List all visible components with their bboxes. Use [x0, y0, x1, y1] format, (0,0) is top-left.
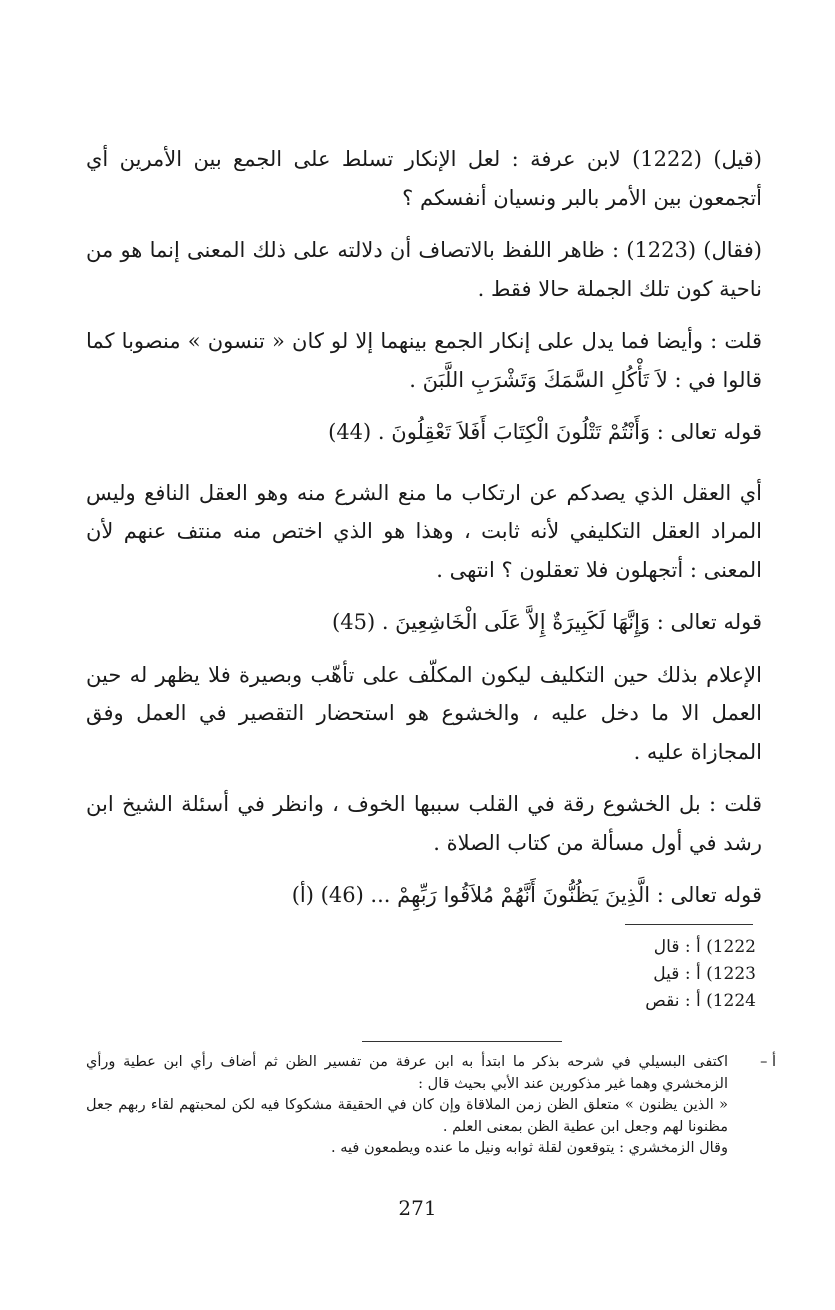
verse-45: قوله تعالى : وَإِنَّهَا لَكَبِيرَةٌ إِلاَّ عَلَى الْخَاشِعِينَ . (45): [332, 610, 762, 634]
variant-note: 1224) أ : نقص: [645, 991, 756, 1011]
footnote-divider: [625, 924, 753, 925]
verse-44: قوله تعالى : وَأَنْتُمْ تَتْلُونَ الْكِتَابَ أَفَلاَ تَعْقِلُونَ . (44): [328, 420, 762, 444]
commentary-line: « الذين يظنون » متعلق الظن زمن الملاقاة وإن كان في الحقيقة مشكوكا فيه لكن لمحبتهم لقاء ربهم جعل مظنونا لهم وجعل ابن عطية الظن بمعنى العلم .: [86, 1097, 728, 1135]
commentary-line: وقال الزمخشري : يتوقعون لقلة ثوابه ونيل ما عنده ويطمعون فيه .: [331, 1140, 728, 1156]
commentary-footnote: [86, 1052, 776, 1160]
page-number: 271: [398, 1196, 437, 1220]
paragraph-qult-2: قلت : بل الخشوع رقة في القلب سببها الخوف ، وانظر في أسئلة الشيخ ابن رشد في أول مسألة من كتاب الصلاة .: [86, 792, 762, 855]
variant-note: 1222) أ : قال: [653, 937, 756, 957]
commentary-line: اكتفى البسيلي في شرحه بذكر ما ابتدأ به ابن عرفة من تفسير الظن ثم أضاف رأي ابن عطية ورأي الزمخشري وهما غير مذكورين عند الأبي بحيث قال :: [86, 1054, 728, 1092]
variant-notes: [560, 934, 756, 1015]
paragraph-aql: أي العقل الذي يصدكم عن ارتكاب ما منع الشرع منه وهو العقل النافع وليس المراد العقل التكليفي لأنه ثابت ، وهذا هو الذي اختص منه منتف عنهم لأن المعنى : أتجهلون فلا تعقلون ؟ انتهى .: [86, 480, 762, 582]
paragraph-qil: (قيل) (1222) لابن عرفة : لعل الإنكار تسلط على الجمع بين الأمرين أي أتجمعون بين الأمر بالبر ونسيان أنفسكم ؟: [86, 147, 762, 210]
variant-note: 1223) أ : قيل: [653, 964, 756, 984]
commentary-divider: [362, 1041, 562, 1042]
paragraph-faqal: (فقال) (1223) : ظاهر اللفظ بالاتصاف أن دلالته على ذلك المعنى إنما هو من ناحية كون تلك الجملة حالا فقط .: [86, 238, 762, 301]
footnote-marker: أ –: [760, 1054, 776, 1070]
main-text: [86, 140, 762, 929]
paragraph-ilam: الإعلام بذلك حين التكليف ليكون المكلّف على تأهّب وبصيرة فلا يظهر له حين العمل الا ما دخل عليه ، والخشوع هو استحضار التقصير في العمل وفق المجازاة عليه .: [86, 662, 762, 764]
verse-46: قوله تعالى : الَّذِينَ يَظُنُّونَ أَنَّهُمْ مُلاَقُوا رَبِّهِمْ ... (46) (أ): [291, 883, 762, 907]
paragraph-qult-1: قلت : وأيضا فما يدل على إنكار الجمع بينهما إلا لو كان « تنسون » منصوبا كما قالوا في : لاَ تَأْكُلِ السَّمَكَ وَتَشْرَبِ اللَّبَنَ .: [86, 329, 762, 392]
